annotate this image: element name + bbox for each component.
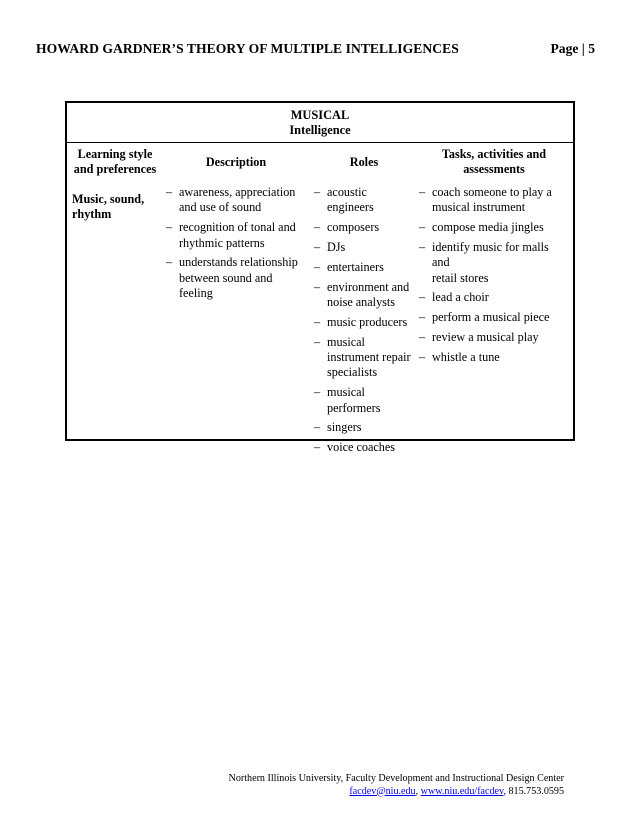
- learning-style-value-line: rhythm: [72, 207, 112, 222]
- list-item-text: lead a choir: [432, 290, 489, 305]
- list-item-text: rhythmic patterns: [179, 235, 265, 250]
- list-item: [419, 310, 569, 325]
- list-item-text: singers: [327, 420, 362, 435]
- footer-contact: [229, 786, 564, 799]
- learning-style-value: [71, 192, 159, 223]
- list-item-text: performers: [327, 400, 381, 415]
- list-item: [314, 185, 414, 216]
- list-item-text: noise analysts: [327, 295, 396, 309]
- dash-bullet: –: [314, 259, 321, 274]
- roles-heading: Roles: [349, 155, 379, 169]
- footer-website-link[interactable]: www.niu.edu/facdev: [420, 785, 504, 797]
- list-item-text: and use of sound: [179, 200, 262, 215]
- list-item-text: compose media jingles: [432, 220, 544, 235]
- learning-style-heading: [71, 147, 159, 178]
- tasks-list: [419, 185, 569, 365]
- dash-bullet: –: [314, 279, 321, 294]
- list-item-text: musical: [327, 334, 365, 349]
- page-number: Page | 5: [550, 41, 595, 56]
- footer-institution: Northern Illinois University, Faculty Development and Instructional Design Center: [228, 773, 564, 784]
- learning-style-heading-line: and preferences: [73, 162, 157, 177]
- section-subtitle: Intelligence: [289, 123, 351, 137]
- footer-phone: , 815.753.0595: [503, 785, 564, 797]
- list-item: [314, 240, 414, 255]
- dash-bullet: –: [314, 185, 321, 199]
- list-item-text: understands relationship: [179, 255, 298, 270]
- dash-bullet: –: [314, 440, 321, 455]
- list-item-text: awareness, appreciation: [179, 185, 296, 199]
- tasks-column: [419, 147, 569, 370]
- list-item: [166, 255, 306, 301]
- dash-bullet: –: [314, 240, 321, 254]
- list-item-text: engineers: [327, 200, 374, 215]
- list-item-text: environment and: [327, 279, 410, 294]
- section-title: MUSICAL: [290, 108, 350, 122]
- list-item-text: acoustic: [327, 185, 367, 199]
- dash-bullet: –: [419, 310, 426, 325]
- learning-style-column: [71, 147, 159, 223]
- description-heading: Description: [205, 155, 267, 169]
- list-item-text: perform a musical piece: [432, 310, 550, 325]
- dash-bullet: –: [166, 185, 173, 199]
- list-item-text: retail stores: [432, 270, 489, 285]
- list-item-text: entertainers: [327, 259, 384, 274]
- list-item: [419, 350, 569, 365]
- learning-style-value-line: Music, sound,: [72, 191, 145, 206]
- section-heading: [67, 103, 573, 143]
- tasks-heading-line: assessments: [463, 162, 525, 177]
- dash-bullet: –: [314, 220, 321, 235]
- list-item-text: identify music for malls and: [432, 239, 549, 270]
- description-list: [166, 185, 306, 302]
- dash-bullet: –: [419, 239, 426, 254]
- intelligence-table: [65, 101, 575, 455]
- list-item-text: review a musical play: [432, 330, 539, 345]
- list-item: [314, 440, 414, 455]
- list-item-text: coach someone to play a: [432, 184, 552, 199]
- list-item-text: recognition of tonal and: [179, 220, 296, 235]
- list-item: [314, 335, 414, 381]
- list-item: [419, 290, 569, 305]
- dash-bullet: –: [314, 334, 321, 349]
- list-item-text: music producers: [327, 314, 408, 329]
- list-item-text: voice coaches: [327, 440, 396, 455]
- list-item-text: instrument repair: [327, 350, 411, 364]
- dash-bullet: –: [419, 330, 426, 345]
- list-item-text: between sound and feeling: [179, 270, 273, 301]
- list-item: [419, 220, 569, 235]
- dash-bullet: –: [419, 290, 426, 305]
- list-item-text: whistle a tune: [432, 349, 500, 364]
- tasks-heading: [419, 147, 569, 178]
- list-item-text: musical instrument: [432, 200, 526, 215]
- document-title: HOWARD GARDNER’S THEORY OF MULTIPLE INTELLIGENCES: [36, 41, 459, 56]
- dash-bullet: –: [314, 385, 321, 400]
- footer-separator: ,: [415, 785, 421, 797]
- tasks-heading-line: Tasks, activities and: [441, 147, 547, 161]
- list-item: [314, 385, 414, 416]
- footer-email-link[interactable]: facdev@niu.edu: [349, 785, 416, 797]
- dash-bullet: –: [166, 255, 173, 270]
- list-item: [166, 220, 306, 251]
- list-item: [166, 185, 306, 216]
- list-item-text: composers: [327, 220, 380, 235]
- list-item-text: specialists: [327, 365, 378, 380]
- list-item-text: musical: [327, 385, 365, 400]
- roles-column: [314, 147, 414, 460]
- list-item: [419, 185, 569, 216]
- footer: [229, 773, 564, 798]
- dash-bullet: –: [314, 420, 321, 435]
- dash-bullet: –: [166, 220, 173, 235]
- list-item: [314, 220, 414, 235]
- roles-list: [314, 185, 414, 456]
- dash-bullet: –: [314, 314, 321, 329]
- learning-style-heading-line: Learning style: [77, 147, 153, 161]
- list-item: [314, 280, 414, 311]
- description-column: [166, 147, 306, 306]
- dash-bullet: –: [419, 349, 426, 364]
- list-item: [314, 315, 414, 330]
- list-item: [419, 240, 569, 286]
- dash-bullet: –: [419, 184, 426, 199]
- list-item-text: DJs: [327, 240, 346, 254]
- dash-bullet: –: [419, 220, 426, 235]
- list-item: [419, 330, 569, 345]
- list-item: [314, 260, 414, 275]
- list-item: [314, 420, 414, 435]
